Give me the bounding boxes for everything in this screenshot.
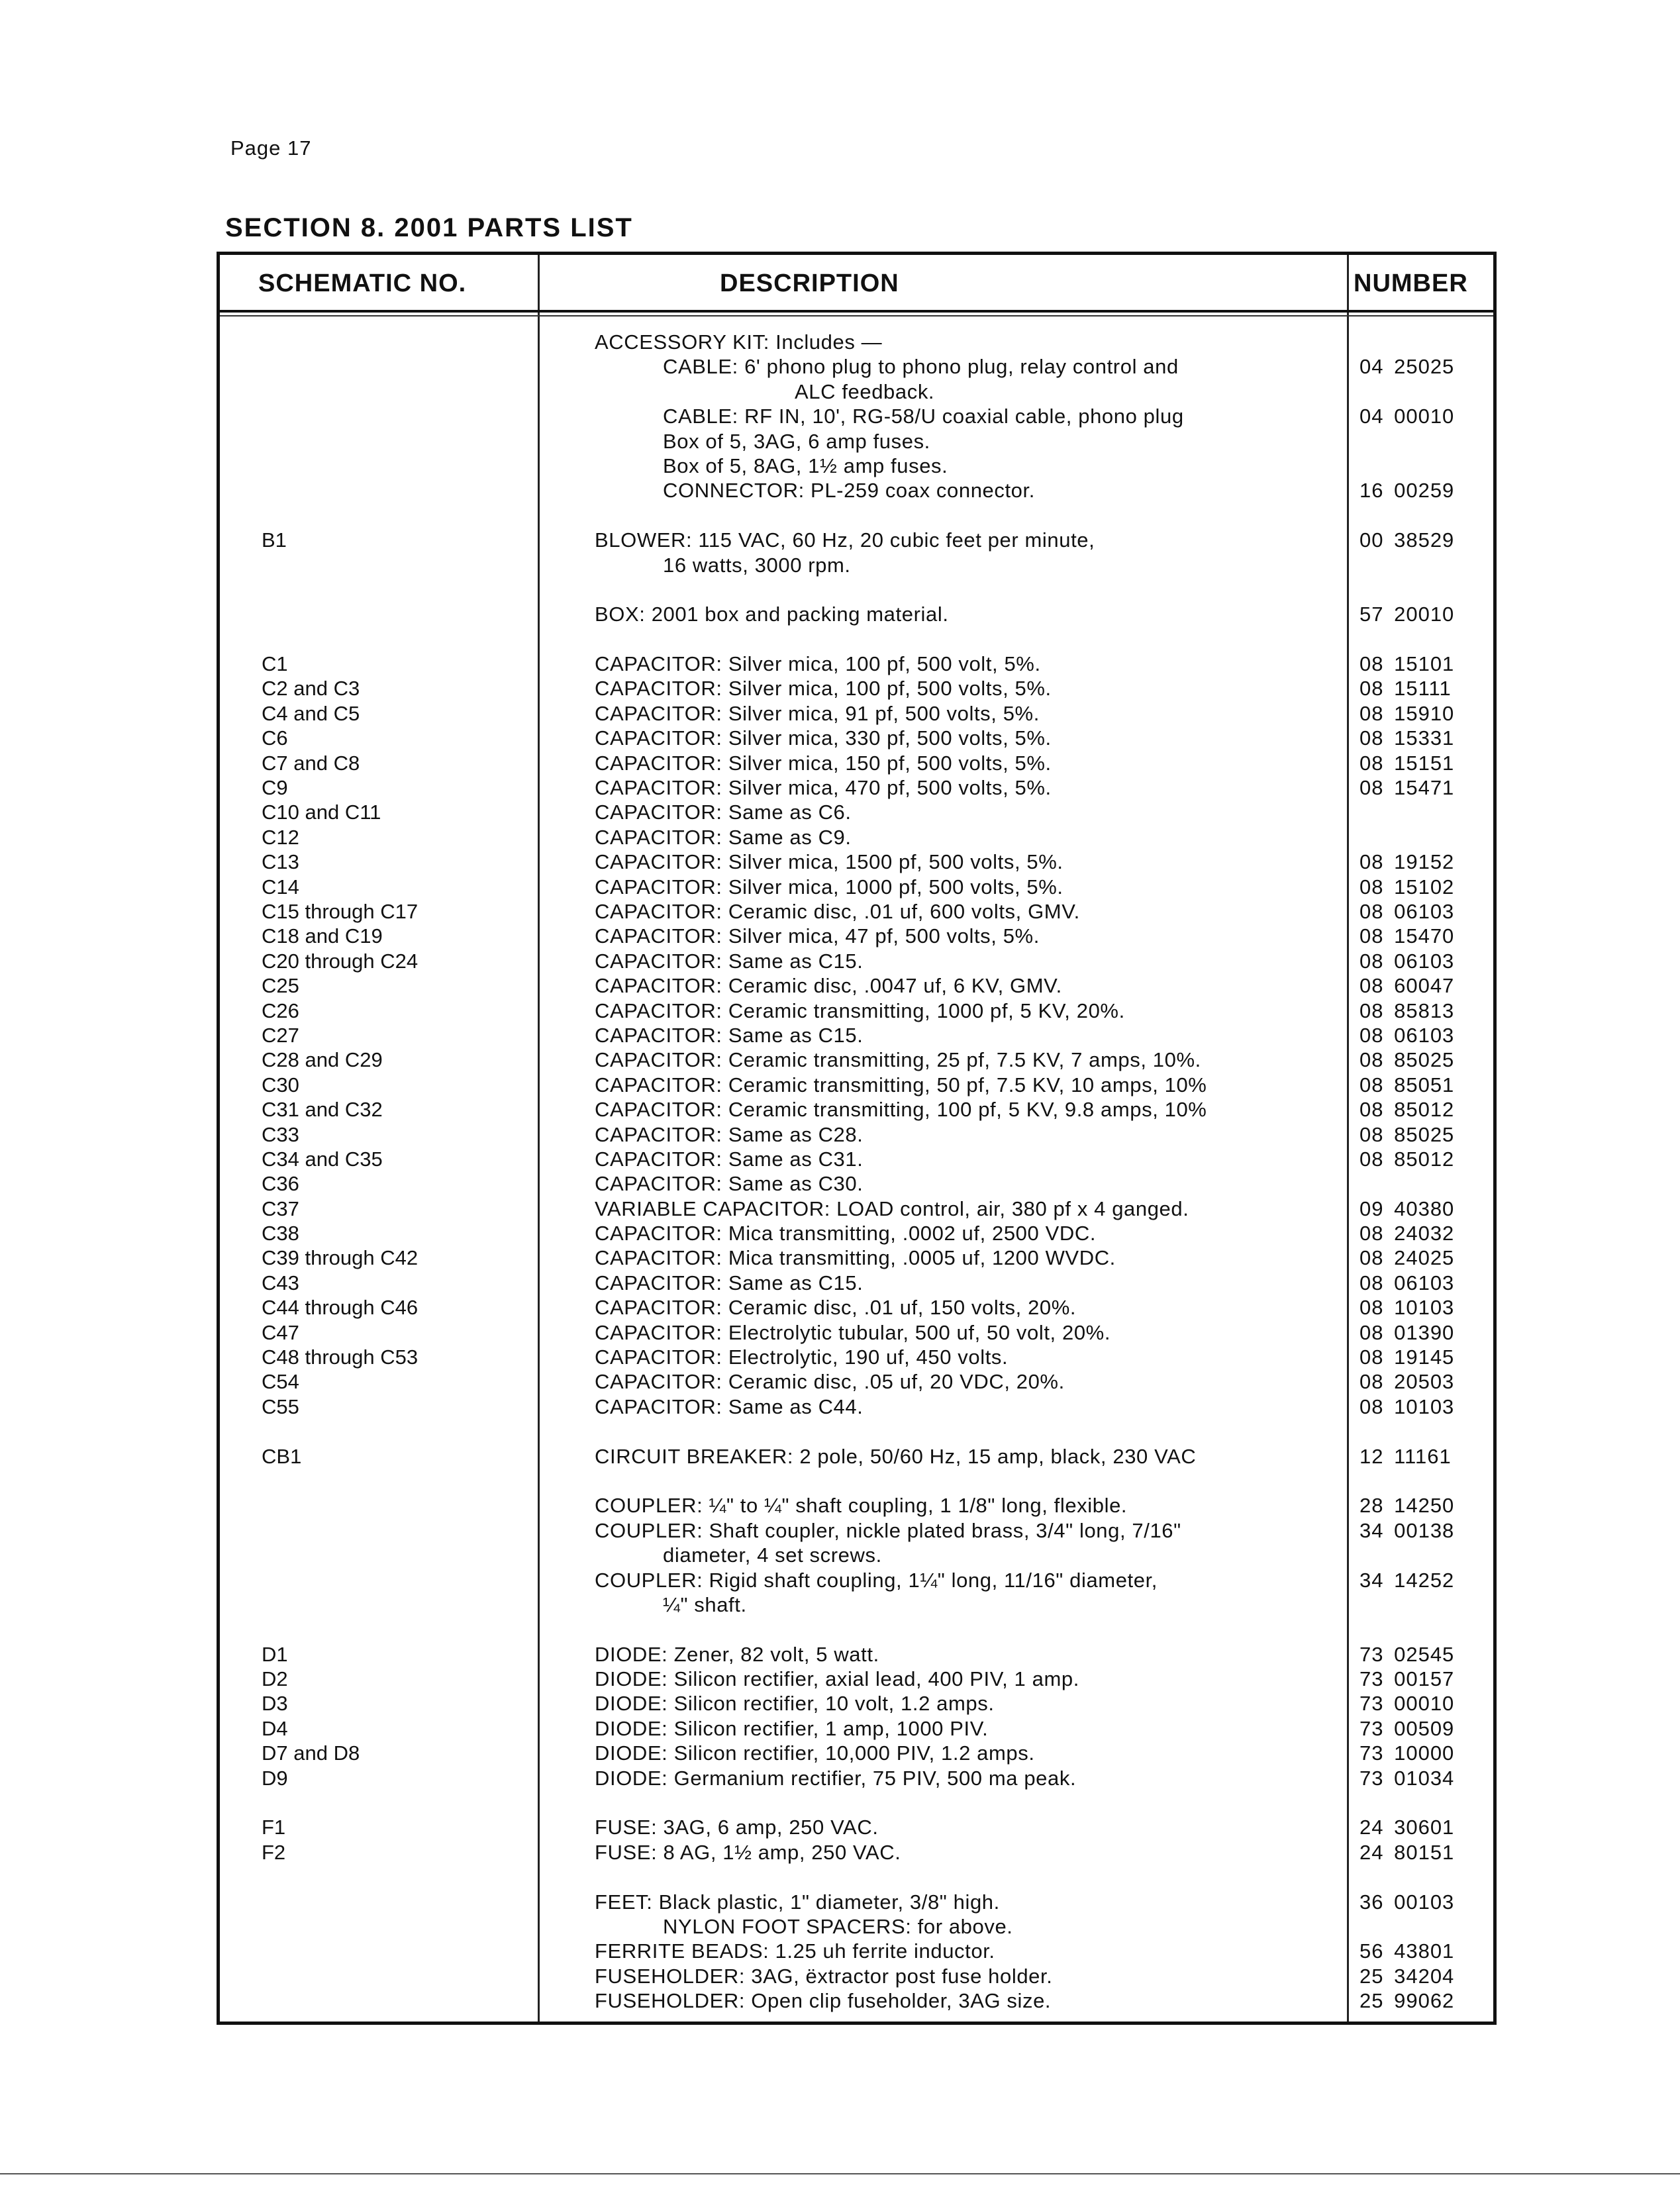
table-row [220,1988,1493,2013]
part-description: diameter, 4 set screws. [663,1543,882,1567]
part-description: CAPACITOR: Electrolytic tubular, 500 uf, 50 volt, 20%. [595,1320,1111,1344]
table-row [220,1444,1493,1469]
part-number: 73 00509 [1359,1716,1455,1740]
group-spacer [220,1790,1493,1815]
column-header-description: DESCRIPTION [720,269,899,297]
part-number: 73 02545 [1359,1642,1455,1666]
part-description: Box of 5, 3AG, 6 amp fuses. [663,429,930,453]
part-description: CAPACITOR: Mica transmitting, .0005 uf, 1200 WVDC. [595,1246,1116,1270]
part-description: COUPLER: Shaft coupler, nickle plated brass, 3/4" long, 7/16" [595,1518,1181,1542]
table-row [220,1369,1493,1394]
part-number: 08 24025 [1359,1246,1455,1270]
part-number: 08 19145 [1359,1345,1455,1369]
table-row [220,1394,1493,1419]
table-row [220,1518,1493,1543]
part-description: CABLE: RF IN, 10', RG-58/U coaxial cable, phono plug [663,405,1184,428]
schematic-number: C37 [262,1196,299,1220]
part-number: 08 24032 [1359,1222,1455,1245]
schematic-number: C15 through C17 [262,899,419,923]
part-description: CAPACITOR: Ceramic disc, .01 uf, 150 volts, 20%. [595,1296,1077,1320]
part-description: CAPACITOR: Same as C9. [595,825,852,849]
header-divider [220,315,1493,317]
part-number: 08 20503 [1359,1370,1455,1394]
part-description: CAPACITOR: Electrolytic, 190 uf, 450 volts. [595,1345,1009,1369]
part-description: CAPACITOR: Silver mica, 100 pf, 500 volts, 5%. [595,677,1052,701]
table-row [220,1741,1493,1765]
part-description: ¼" shaft. [663,1592,747,1616]
part-description: CAPACITOR: Silver mica, 91 pf, 500 volts, 5%. [595,701,1040,725]
part-description: CONNECTOR: PL-259 coax connector. [663,479,1035,503]
part-number: 00 38529 [1359,528,1455,552]
part-number: 08 19152 [1359,850,1455,874]
table-row [220,676,1493,701]
part-number: 09 40380 [1359,1196,1455,1220]
table-row [220,1048,1493,1072]
column-header-schematic: SCHEMATIC NO. [258,269,467,297]
part-description: CAPACITOR: Ceramic transmitting, 25 pf, 7.5 KV, 7 amps, 10%. [595,1048,1201,1072]
part-number: 73 00157 [1359,1667,1455,1691]
part-number: 73 01034 [1359,1766,1455,1790]
table-row [220,825,1493,850]
table-row [220,478,1493,503]
part-number: 08 15910 [1359,701,1455,725]
part-number: 56 43801 [1359,1939,1455,1963]
schematic-number: C38 [262,1222,299,1245]
group-spacer [220,1865,1493,1889]
schematic-number: C18 and C19 [262,924,383,948]
table-row [220,404,1493,428]
schematic-number: D3 [262,1692,288,1716]
schematic-number: C7 and C8 [262,751,360,775]
table-row [220,701,1493,726]
parts-list-table [217,252,1497,2025]
part-description: DIODE: Silicon rectifier, 1 amp, 1000 PIV. [595,1716,989,1740]
part-number: 34 14252 [1359,1568,1455,1592]
table-row [220,1023,1493,1048]
schematic-number: C39 through C42 [262,1246,419,1270]
part-description: DIODE: Germanium rectifier, 75 PIV, 500 ma peak. [595,1766,1077,1790]
table-row [220,454,1493,478]
part-description: FUSEHOLDER: Open clip fuseholder, 3AG size. [595,1989,1052,2013]
part-number: 12 11161 [1359,1444,1452,1468]
part-number: 36 00103 [1359,1890,1455,1914]
schematic-number: C44 through C46 [262,1296,419,1320]
table-row [220,1097,1493,1122]
part-number: 73 10000 [1359,1741,1455,1765]
table-row [220,949,1493,973]
part-description: CAPACITOR: Same as C30. [595,1172,864,1196]
part-number: 24 80151 [1359,1840,1455,1864]
section-title: SECTION 8. 2001 PARTS LIST [225,213,633,242]
table-row [220,924,1493,948]
part-number: 08 06103 [1359,949,1455,973]
table-row [220,379,1493,404]
group-spacer [220,1419,1493,1443]
part-description: CAPACITOR: Same as C44. [595,1394,864,1418]
table-row [220,1345,1493,1369]
table-row [220,1766,1493,1790]
part-description: CAPACITOR: Silver mica, 470 pf, 500 volts, 5%. [595,776,1052,800]
part-number: 08 06103 [1359,1271,1455,1294]
column-header-number: NUMBER [1354,269,1468,297]
group-spacer [220,1469,1493,1493]
table-row [220,751,1493,775]
schematic-number: C34 and C35 [262,1147,383,1171]
part-description: FERRITE BEADS: 1.25 uh ferrite inductor. [595,1939,995,1963]
table-row [220,354,1493,379]
part-number: 16 00259 [1359,479,1455,503]
part-number: 24 30601 [1359,1816,1455,1839]
part-description: CAPACITOR: Ceramic disc, .05 uf, 20 VDC, 20%. [595,1370,1065,1394]
part-number: 08 85051 [1359,1073,1455,1096]
part-number: 08 85012 [1359,1098,1455,1122]
part-description: CAPACITOR: Ceramic transmitting, 1000 pf, 5 KV, 20%. [595,999,1125,1022]
part-description: CAPACITOR: Ceramic transmitting, 50 pf, 7.5 KV, 10 amps, 10% [595,1073,1207,1096]
table-row [220,875,1493,899]
part-description: CAPACITOR: Silver mica, 1000 pf, 500 volts, 5%. [595,875,1063,899]
part-description: DIODE: Zener, 82 volt, 5 watt. [595,1642,879,1666]
schematic-number: C47 [262,1320,299,1344]
part-description: CAPACITOR: Same as C15. [595,949,864,973]
part-description: ALC feedback. [795,379,935,403]
schematic-number: C54 [262,1370,299,1394]
table-row [220,1320,1493,1345]
part-number: 08 85012 [1359,1147,1455,1171]
part-number: 08 06103 [1359,899,1455,923]
table-row [220,1890,1493,1914]
schematic-number: D9 [262,1766,288,1790]
part-description: 16 watts, 3000 rpm. [663,553,851,577]
schematic-number: C31 and C32 [262,1098,383,1122]
table-row [220,1964,1493,1988]
table-row [220,973,1493,998]
part-description: CAPACITOR: Same as C31. [595,1147,864,1171]
group-spacer [220,1617,1493,1641]
table-row [220,1691,1493,1716]
schematic-number: C27 [262,1023,299,1047]
schematic-number: C43 [262,1271,299,1294]
schematic-number: C20 through C24 [262,949,419,973]
table-row [220,1914,1493,1939]
table-row [220,1716,1493,1741]
table-row [220,1840,1493,1865]
part-number: 08 85025 [1359,1048,1455,1072]
part-description: NYLON FOOT SPACERS: for above. [663,1915,1013,1938]
part-number: 08 60047 [1359,974,1455,998]
schematic-number: C6 [262,726,288,750]
table-row [220,850,1493,874]
part-number: 08 10103 [1359,1394,1455,1418]
schematic-number: C25 [262,974,299,998]
table-row [220,429,1493,454]
table-row [220,1196,1493,1221]
table-row [220,999,1493,1023]
part-number: 25 34204 [1359,1964,1455,1988]
schematic-number: C1 [262,652,288,676]
table-row [220,1171,1493,1196]
schematic-number: CB1 [262,1444,302,1468]
part-description: CABLE: 6' phono plug to phono plug, relay control and [663,355,1179,379]
part-description: ACCESSORY KIT: Includes — [595,330,883,354]
table-row [220,1939,1493,1963]
part-description: BLOWER: 115 VAC, 60 Hz, 20 cubic feet per minute, [595,528,1095,552]
schematic-number: C28 and C29 [262,1048,383,1072]
part-number: 08 01390 [1359,1320,1455,1344]
schematic-number: D2 [262,1667,288,1691]
schematic-number: C36 [262,1172,299,1196]
schematic-number: C10 and C11 [262,801,381,824]
part-number: 34 00138 [1359,1518,1455,1542]
table-row [220,1295,1493,1320]
part-description: CAPACITOR: Silver mica, 150 pf, 500 volts, 5%. [595,751,1052,775]
part-description: FUSE: 3AG, 6 amp, 250 VAC. [595,1816,879,1839]
table-row [220,899,1493,924]
schematic-number: C14 [262,875,299,899]
schematic-number: C12 [262,825,299,849]
part-number: 08 85813 [1359,999,1455,1022]
group-spacer [220,503,1493,528]
part-number: 08 15102 [1359,875,1455,899]
part-description: CAPACITOR: Mica transmitting, .0002 uf, 2500 VDC. [595,1222,1097,1245]
part-number: 04 00010 [1359,405,1455,428]
group-spacer [220,577,1493,602]
part-description: CIRCUIT BREAKER: 2 pole, 50/60 Hz, 15 amp, black, 230 VAC [595,1444,1197,1468]
table-row [220,1592,1493,1617]
part-description: CAPACITOR: Same as C28. [595,1122,864,1146]
schematic-number: F2 [262,1840,286,1864]
part-description: BOX: 2001 box and packing material. [595,603,949,626]
table-row [220,602,1493,626]
part-description: COUPLER: ¼" to ¼" shaft coupling, 1 1/8" long, flexible. [595,1494,1128,1518]
table-row [220,1271,1493,1295]
part-number: 08 15471 [1359,776,1455,800]
table-row [220,1221,1493,1245]
table-row [220,1815,1493,1839]
part-description: DIODE: Silicon rectifier, axial lead, 400 PIV, 1 amp. [595,1667,1079,1691]
part-number: 08 15111 [1359,677,1452,701]
part-number: 08 15151 [1359,751,1455,775]
schematic-number: C55 [262,1394,299,1418]
part-description: CAPACITOR: Ceramic disc, .0047 uf, 6 KV, GMV. [595,974,1062,998]
part-description: CAPACITOR: Same as C15. [595,1023,864,1047]
part-number: 08 15470 [1359,924,1455,948]
table-row [220,652,1493,676]
table-row [220,1543,1493,1567]
table-row [220,553,1493,577]
part-description: CAPACITOR: Silver mica, 100 pf, 500 volt, 5%. [595,652,1041,676]
part-description: COUPLER: Rigid shaft coupling, 1¼" long, 11/16" diameter, [595,1568,1158,1592]
schematic-number: C9 [262,776,288,800]
table-body [220,330,1493,2014]
part-number: 28 14250 [1359,1494,1455,1518]
schematic-number: C2 and C3 [262,677,360,701]
schematic-number: D4 [262,1716,288,1740]
table-row [220,1073,1493,1097]
table-row [220,1568,1493,1592]
table-row [220,1245,1493,1270]
part-description: CAPACITOR: Ceramic transmitting, 100 pf, 5 KV, 9.8 amps, 10% [595,1098,1207,1122]
schematic-number: F1 [262,1816,286,1839]
schematic-number: C26 [262,999,299,1022]
schematic-number: C13 [262,850,299,874]
group-spacer [220,627,1493,652]
part-description: CAPACITOR: Same as C6. [595,801,852,824]
part-description: FEET: Black plastic, 1" diameter, 3/8" high. [595,1890,1000,1914]
table-row [220,1493,1493,1518]
table-row [220,775,1493,800]
page-bottom-rule [0,2173,1680,2174]
part-number: 08 15331 [1359,726,1455,750]
part-description: FUSEHOLDER: 3AG, ëxtractor post fuse holder. [595,1964,1053,1988]
part-description: DIODE: Silicon rectifier, 10,000 PIV, 1.2 amps. [595,1741,1035,1765]
part-description: CAPACITOR: Silver mica, 1500 pf, 500 volts, 5%. [595,850,1063,874]
table-row [220,1667,1493,1691]
schematic-number: C48 through C53 [262,1345,419,1369]
schematic-number: C33 [262,1122,299,1146]
page-number: Page 17 [230,136,312,160]
table-row [220,726,1493,750]
schematic-number: C30 [262,1073,299,1096]
part-description: CAPACITOR: Ceramic disc, .01 uf, 600 volts, GMV. [595,899,1080,923]
table-row [220,528,1493,552]
header-divider [220,310,1493,313]
part-number: 08 85025 [1359,1122,1455,1146]
table-row [220,330,1493,354]
part-number: 04 25025 [1359,355,1455,379]
schematic-number: D1 [262,1642,288,1666]
part-description: CAPACITOR: Silver mica, 47 pf, 500 volts, 5%. [595,924,1040,948]
schematic-number: B1 [262,528,287,552]
schematic-number: D7 and D8 [262,1741,360,1765]
schematic-number: C4 and C5 [262,701,360,725]
part-description: Box of 5, 8AG, 1½ amp fuses. [663,454,948,477]
part-number: 73 00010 [1359,1692,1455,1716]
part-number: 57 20010 [1359,603,1455,626]
part-description: FUSE: 8 AG, 1½ amp, 250 VAC. [595,1840,901,1864]
part-description: VARIABLE CAPACITOR: LOAD control, air, 380 pf x 4 ganged. [595,1196,1189,1220]
part-number: 25 99062 [1359,1989,1455,2013]
table-row [220,1147,1493,1171]
table-row [220,1642,1493,1667]
part-description: DIODE: Silicon rectifier, 10 volt, 1.2 amps. [595,1692,995,1716]
part-number: 08 06103 [1359,1023,1455,1047]
table-row [220,1122,1493,1147]
part-description: CAPACITOR: Silver mica, 330 pf, 500 volts, 5%. [595,726,1052,750]
table-row [220,800,1493,824]
part-number: 08 15101 [1359,652,1455,676]
part-description: CAPACITOR: Same as C15. [595,1271,864,1294]
part-number: 08 10103 [1359,1296,1455,1320]
